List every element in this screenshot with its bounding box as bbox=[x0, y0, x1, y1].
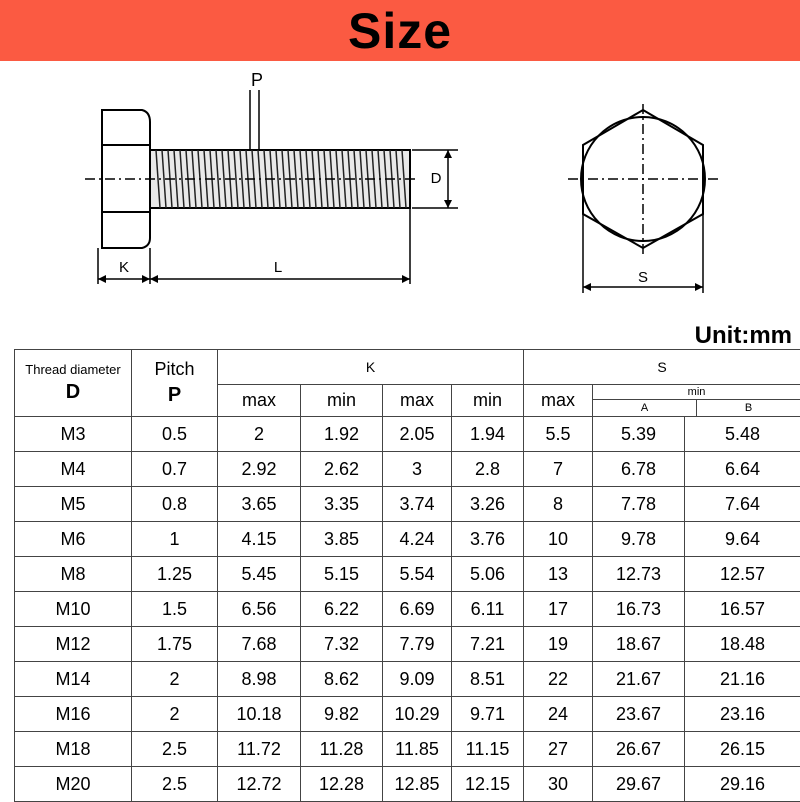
cell-k-min: 9.82 bbox=[301, 697, 383, 732]
table-row bbox=[15, 417, 800, 452]
cell-pitch: 1.75 bbox=[132, 627, 218, 662]
cell-k-min-2: 9.71 bbox=[452, 697, 524, 732]
header-s-min-a: A bbox=[593, 400, 697, 416]
cell-pitch: 0.5 bbox=[132, 417, 218, 452]
cell-k-min: 1.92 bbox=[301, 417, 383, 452]
cell-k-max: 6.56 bbox=[218, 592, 301, 627]
header-pitch: Pitch P bbox=[132, 350, 218, 417]
cell-d: M14 bbox=[15, 662, 132, 697]
cell-s-min-b: 12.57 bbox=[685, 557, 800, 592]
cell-s-min-b: 26.15 bbox=[685, 732, 800, 767]
cell-s-max: 24 bbox=[524, 697, 593, 732]
table-row bbox=[15, 487, 800, 522]
cell-k-max-2: 2.05 bbox=[383, 417, 452, 452]
cell-pitch: 1.25 bbox=[132, 557, 218, 592]
header-k: K bbox=[218, 350, 524, 385]
cell-k-max-2: 6.69 bbox=[383, 592, 452, 627]
cell-s-min-b: 6.64 bbox=[685, 452, 800, 487]
cell-s-min-b: 29.16 bbox=[685, 767, 800, 802]
label-p: P bbox=[251, 70, 263, 90]
header-s-min bbox=[593, 385, 800, 417]
header-k-min-2: min bbox=[452, 385, 524, 417]
table-row bbox=[15, 557, 800, 592]
cell-k-max: 11.72 bbox=[218, 732, 301, 767]
cell-s-min-b: 21.16 bbox=[685, 662, 800, 697]
cell-s-min-a: 6.78 bbox=[593, 452, 685, 487]
header-k-max-2: max bbox=[383, 385, 452, 417]
cell-pitch: 1 bbox=[132, 522, 218, 557]
label-k: K bbox=[119, 259, 129, 276]
cell-pitch: 2.5 bbox=[132, 732, 218, 767]
cell-k-max-2: 12.85 bbox=[383, 767, 452, 802]
cell-s-max: 10 bbox=[524, 522, 593, 557]
cell-s-min-a: 7.78 bbox=[593, 487, 685, 522]
cell-k-max-2: 5.54 bbox=[383, 557, 452, 592]
cell-k-max: 3.65 bbox=[218, 487, 301, 522]
table-row bbox=[15, 452, 800, 487]
cell-k-min-2: 1.94 bbox=[452, 417, 524, 452]
table-row bbox=[15, 697, 800, 732]
header-s: S bbox=[524, 350, 800, 385]
cell-s-min-a: 23.67 bbox=[593, 697, 685, 732]
cell-k-min: 6.22 bbox=[301, 592, 383, 627]
cell-s-min-b: 18.48 bbox=[685, 627, 800, 662]
cell-s-max: 8 bbox=[524, 487, 593, 522]
table-row bbox=[15, 732, 800, 767]
header-k-min: min bbox=[301, 385, 383, 417]
cell-s-max: 13 bbox=[524, 557, 593, 592]
bolt-side-view bbox=[85, 90, 458, 284]
unit-label: Unit:mm bbox=[695, 322, 792, 350]
label-l: L bbox=[274, 259, 282, 276]
cell-pitch: 1.5 bbox=[132, 592, 218, 627]
header-k-max: max bbox=[218, 385, 301, 417]
cell-k-max: 4.15 bbox=[218, 522, 301, 557]
cell-k-min-2: 11.15 bbox=[452, 732, 524, 767]
header-s-max: max bbox=[524, 385, 593, 417]
cell-s-max: 22 bbox=[524, 662, 593, 697]
table-row bbox=[15, 592, 800, 627]
cell-k-max: 2 bbox=[218, 417, 301, 452]
spec-table bbox=[14, 349, 800, 802]
cell-k-min: 12.28 bbox=[301, 767, 383, 802]
cell-s-min-a: 16.73 bbox=[593, 592, 685, 627]
table-row bbox=[15, 627, 800, 662]
cell-k-max-2: 3.74 bbox=[383, 487, 452, 522]
cell-s-max: 7 bbox=[524, 452, 593, 487]
cell-pitch: 2 bbox=[132, 662, 218, 697]
cell-k-min-2: 12.15 bbox=[452, 767, 524, 802]
table-row bbox=[15, 522, 800, 557]
cell-s-min-b: 23.16 bbox=[685, 697, 800, 732]
cell-d: M12 bbox=[15, 627, 132, 662]
header-s-min-b: B bbox=[697, 400, 800, 416]
cell-k-min: 5.15 bbox=[301, 557, 383, 592]
cell-k-max-2: 10.29 bbox=[383, 697, 452, 732]
cell-s-min-a: 29.67 bbox=[593, 767, 685, 802]
header-s-min-label: min bbox=[593, 385, 800, 400]
cell-s-min-b: 5.48 bbox=[685, 417, 800, 452]
title-banner bbox=[0, 0, 800, 61]
cell-k-min: 3.35 bbox=[301, 487, 383, 522]
cell-s-min-b: 7.64 bbox=[685, 487, 800, 522]
cell-s-min-a: 26.67 bbox=[593, 732, 685, 767]
cell-k-max: 8.98 bbox=[218, 662, 301, 697]
bolt-diagram bbox=[0, 62, 800, 324]
cell-k-min-2: 2.8 bbox=[452, 452, 524, 487]
cell-k-min-2: 6.11 bbox=[452, 592, 524, 627]
cell-k-min: 11.28 bbox=[301, 732, 383, 767]
cell-k-max: 10.18 bbox=[218, 697, 301, 732]
cell-k-max-2: 11.85 bbox=[383, 732, 452, 767]
cell-d: M6 bbox=[15, 522, 132, 557]
label-d: D bbox=[431, 170, 442, 187]
cell-k-min-2: 3.26 bbox=[452, 487, 524, 522]
cell-k-min-2: 3.76 bbox=[452, 522, 524, 557]
cell-pitch: 2.5 bbox=[132, 767, 218, 802]
cell-s-min-b: 9.64 bbox=[685, 522, 800, 557]
cell-s-min-a: 18.67 bbox=[593, 627, 685, 662]
cell-d: M5 bbox=[15, 487, 132, 522]
table-row bbox=[15, 662, 800, 697]
cell-k-min: 2.62 bbox=[301, 452, 383, 487]
cell-s-max: 30 bbox=[524, 767, 593, 802]
cell-k-max: 12.72 bbox=[218, 767, 301, 802]
label-s: S bbox=[638, 269, 648, 286]
cell-k-min-2: 7.21 bbox=[452, 627, 524, 662]
cell-k-max-2: 7.79 bbox=[383, 627, 452, 662]
cell-s-min-a: 21.67 bbox=[593, 662, 685, 697]
cell-s-min-b: 16.57 bbox=[685, 592, 800, 627]
cell-k-min: 8.62 bbox=[301, 662, 383, 697]
cell-pitch: 2 bbox=[132, 697, 218, 732]
spec-table-body bbox=[15, 417, 800, 802]
cell-k-max-2: 3 bbox=[383, 452, 452, 487]
cell-s-max: 27 bbox=[524, 732, 593, 767]
cell-pitch: 0.8 bbox=[132, 487, 218, 522]
cell-d: M8 bbox=[15, 557, 132, 592]
cell-d: M10 bbox=[15, 592, 132, 627]
cell-k-min: 7.32 bbox=[301, 627, 383, 662]
cell-k-max: 7.68 bbox=[218, 627, 301, 662]
bolt-top-view bbox=[568, 104, 718, 293]
cell-s-min-a: 9.78 bbox=[593, 522, 685, 557]
cell-s-min-a: 12.73 bbox=[593, 557, 685, 592]
cell-k-min: 3.85 bbox=[301, 522, 383, 557]
cell-k-min-2: 8.51 bbox=[452, 662, 524, 697]
cell-k-max-2: 9.09 bbox=[383, 662, 452, 697]
cell-pitch: 0.7 bbox=[132, 452, 218, 487]
banner-title: Size bbox=[348, 2, 452, 60]
table-row bbox=[15, 767, 800, 802]
cell-s-max: 17 bbox=[524, 592, 593, 627]
cell-d: M4 bbox=[15, 452, 132, 487]
cell-k-max-2: 4.24 bbox=[383, 522, 452, 557]
cell-d: M16 bbox=[15, 697, 132, 732]
cell-s-min-a: 5.39 bbox=[593, 417, 685, 452]
cell-k-min-2: 5.06 bbox=[452, 557, 524, 592]
cell-s-max: 19 bbox=[524, 627, 593, 662]
cell-s-max: 5.5 bbox=[524, 417, 593, 452]
cell-d: M18 bbox=[15, 732, 132, 767]
cell-k-max: 5.45 bbox=[218, 557, 301, 592]
header-thread-diameter: Thread diameter D bbox=[15, 350, 132, 417]
cell-d: M3 bbox=[15, 417, 132, 452]
cell-d: M20 bbox=[15, 767, 132, 802]
cell-k-max: 2.92 bbox=[218, 452, 301, 487]
